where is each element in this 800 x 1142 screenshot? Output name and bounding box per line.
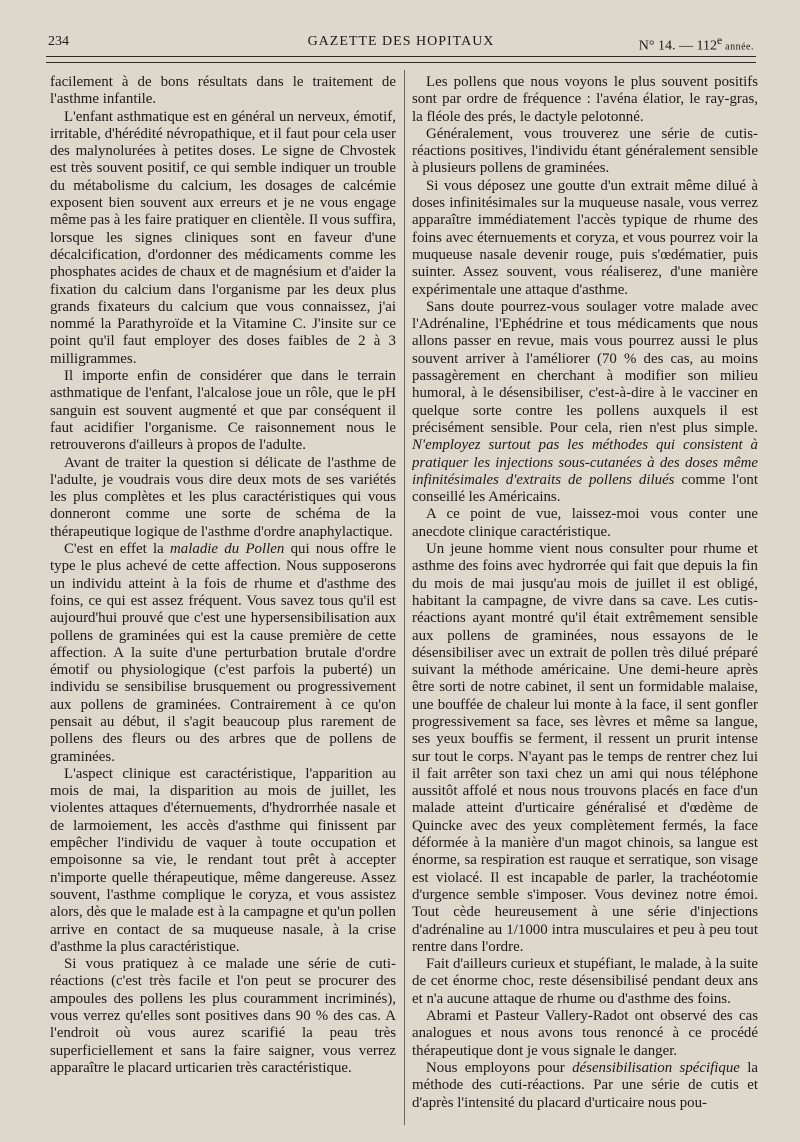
- paragraph: [50, 541, 396, 766]
- emphasis: maladie du Pollen: [170, 541, 285, 558]
- paragraph-text: la méthode des cuti-réactions. Par une série de cutis et d'après l'intensité du placard d'urticaire nous pou-: [412, 1059, 758, 1111]
- paragraph: L'aspect clinique est caractéristique, l'apparition au mois de mai, la disparition au mois de juillet, les violentes attaques d'éternuements, d'hydrorrhée nasale et de larmoiement, les accès d'asthme qui finissent par empêcher l'individu de vaquer à toute occupation et empoisonne sa vie, le rendant tout prêt à accepter n'importe quelle thérapeutique, même dangereuse. Assez souvent, l'asthme complique le coryza, et vous assistez alors, dès que le malade est à la campagne et qu'un pollen arrive en contact de sa muqueuse nasale, à la crise d'asthme la plus caractéristique.: [50, 765, 396, 955]
- emphasis: N'employez surtout pas les méthodes qui consistent à pratiquer les injections sous-cutanées à des doses même infinitésimales d'extraits de pollens dilués: [412, 437, 758, 488]
- header-rule: [46, 62, 756, 63]
- issue-number: N° 14. — 112: [638, 38, 717, 54]
- page-number: 234: [48, 34, 69, 49]
- paragraph-text: C'est en effet la: [64, 541, 171, 558]
- emphasis: désensibilisation spécifique: [572, 1059, 740, 1076]
- paragraph: [412, 1060, 758, 1112]
- paragraph: [412, 299, 758, 507]
- paragraph: facilement à de bons résultats dans le traitement de l'asthme infantile.: [50, 74, 396, 108]
- paragraph: L'enfant asthmatique est en général un nerveux, émotif, irritable, d'hérédité névropathique, et il faut pour cela user des malynolurées à petites doses. Le signe de Chvostek est très souvent positif, ce qui semble indiquer un trouble du métabolisme du calcium, les dosages de calcémie exposent bien souvent aux erreurs et je ne vous engage même pas à les faire pratiquer en clientèle. Il vous suffira, lorsque les signes cliniques sont en faveur d'une décalcification, d'ordonner des médicaments comme les phosphates acides de chaux et de magnésium et d'aider la fixation du calcium dans l'organisme par les deux plus grands fixateurs du calcium que vous connaissez, j'ai nommé la Parathyroïde et la Vitamine C. J'insite sur ce point qu'il faut employer des doses faibles de 2 à 3 milligrammes.: [50, 108, 396, 367]
- paragraph-text: Sans doute pourrez-vous soulager votre malade avec l'Adrénaline, l'Ephédrine et tous médicaments que nous allons passer en revue, mais vous pourrez aussi le plus souvent arriver à l'améliorer (70 % des cas, au moins passagèrement en cherchant à modifier son milieu humoral, à le désensibiliser, c'est-à-dire à le vacciner en quelque sorte contre les pollens auxquels il est précisément sensible. Pour cela, rien n'est plus simple.: [412, 298, 758, 436]
- page-header: [46, 30, 756, 57]
- left-column: [50, 74, 396, 1134]
- issue-info: [639, 34, 754, 55]
- column-divider: [404, 70, 405, 1125]
- paragraph: A ce point de vue, laissez-moi vous conter une anecdote clinique caractéristique.: [412, 506, 758, 540]
- paragraph-text: Nous employons pour: [426, 1059, 573, 1076]
- paragraph: Généralement, vous trouverez une série de cutis-réactions positives, l'individu étant généralement sensible à plusieurs pollens de graminées.: [412, 125, 758, 177]
- paragraph: Il importe enfin de considérer que dans le terrain asthmatique de l'enfant, l'alcalose joue un rôle, que le pH sanguin est souvent augmenté et que par conséquent il faut acidifier l'organisme. Ce raisonnement nous le retrouverons d'ailleurs à propos de l'adulte.: [50, 368, 396, 454]
- paragraph-text: qui nous offre le type le plus achevé de cette affection. Nous supposerons un individu atteint à la fois de rhume et d'asthme des foins, ce qui est assez fréquent. Vous savez tous qu'il est aujourd'hui prouvé que c'est une hypersensibilisation aux pollens de graminées qui est la cause première de cette affection. A la suite d'une perturbation brutale d'ordre émotif ou physiologique (c'est parfois la puberté) un individu se sensibilise brusquement ou progressivement aux pollens de graminées. Contrairement à ce qu'on pensait au début, il s'agit beaucoup plus rarement de pollens des fleurs ou des arbres que de pollens de graminées.: [50, 541, 396, 765]
- paragraph: Fait d'ailleurs curieux et stupéfiant, le malade, à la suite de cet énorme choc, reste désensibilisé pendant deux ans et n'a aucune attaque de rhume ou d'asthme des foins.: [412, 956, 758, 1007]
- issue-ordinal: e: [716, 34, 723, 47]
- paragraph: Si vous pratiquez à ce malade une série de cuti-réactions (c'est très facile et l'on peut se procurer des ampoules des pollens les plus couramment incriminés), vous verrez qu'elles sont positives dans 90 % des cas. A l'endroit où vous aurez scarifié la peau très superficiellement et sans la faire saigner, vous verrez apparaître le placard urticarien très caractéristique.: [50, 956, 396, 1076]
- paragraph-text: comme l'ont conseillé les Américains.: [412, 471, 758, 506]
- right-column: [412, 74, 758, 1134]
- paragraph: Abrami et Pasteur Vallery-Radot ont observé des cas analogues et nous avons tous renoncé à ce procédé thérapeutique dont je vous signale le danger.: [412, 1008, 758, 1059]
- paragraph: Si vous déposez une goutte d'un extrait même dilué à doses infinitésimales sur la muqueuse nasale, vous verrez apparaître immédiatement l'accès typique de rhume des foins avec éternuements et coryza, et vous pourrez voir la muqueuse nasale devenir rouge, puis s'œdématier, puis suinter. Assez souvent, vous réaliserez, d'une manière expérimentale une attaque d'asthme.: [412, 177, 758, 298]
- paragraph: Un jeune homme vient nous consulter pour rhume et asthme des foins avec hydrorrée qui fait que depuis la fin du mois de mai jusqu'au mois de juillet il est obligé, habitant la campagne, de vivre dans sa cave. Les cutis-réactions ayant montré qu'il était extrêmement sensible aux pollens de graminées, nous essayons de le désensibiliser avec un extrait de pollen très dilué préparé suivant la méthode américaine. Une demi-heure après être sorti de notre cabinet, il sent un formidable malaise, une bouffée de chaleur lui monte à la face, il sent gonfler progressivement sa face, ses lèvres et même sa langue, ses yeux bouffis se ferment, il ressent un prurit intense sur tout le corps. N'ayant pas le temps de rentrer chez lui il fait arrêter son taxi chez un ami qui nous téléphone aussitôt affolé et nous nous trouvons placés en face d'un malade atteint d'urticaire généralisé et d'œdème de Quincke avec des yeux complètement fermés, la face déformée à la manière d'un magot chinois, sa langue est énorme, sa respiration est rauque et serratique, son visage est violacé. Il est incapable de parler, la trachéotomie d'urgence semble s'imposer. Vous devinez notre émoi. Tout cède heureusement à une série d'injections d'adrénaline au 1/1000 intra musculaires et peu à peu tout rentre dans l'ordre.: [412, 541, 758, 955]
- issue-year-label: année.: [722, 41, 754, 53]
- paragraph: Les pollens que nous voyons le plus souvent positifs sont par ordre de fréquence : l'avéna élatior, le ray-gras, la fléole des prés, le dactyle pelotonné.: [412, 74, 758, 125]
- journal-title: GAZETTE DES HOPITAUX: [307, 34, 495, 49]
- paragraph: Avant de traiter la question si délicate de l'asthme de l'adulte, je voudrais vous dire deux mots de ses variétés les plus complètes et les plus caractéristiques qui vous donneront comme une sorte de schéma de la thérapeutique logique de l'asthme d'ordre anaphylactique.: [50, 454, 396, 540]
